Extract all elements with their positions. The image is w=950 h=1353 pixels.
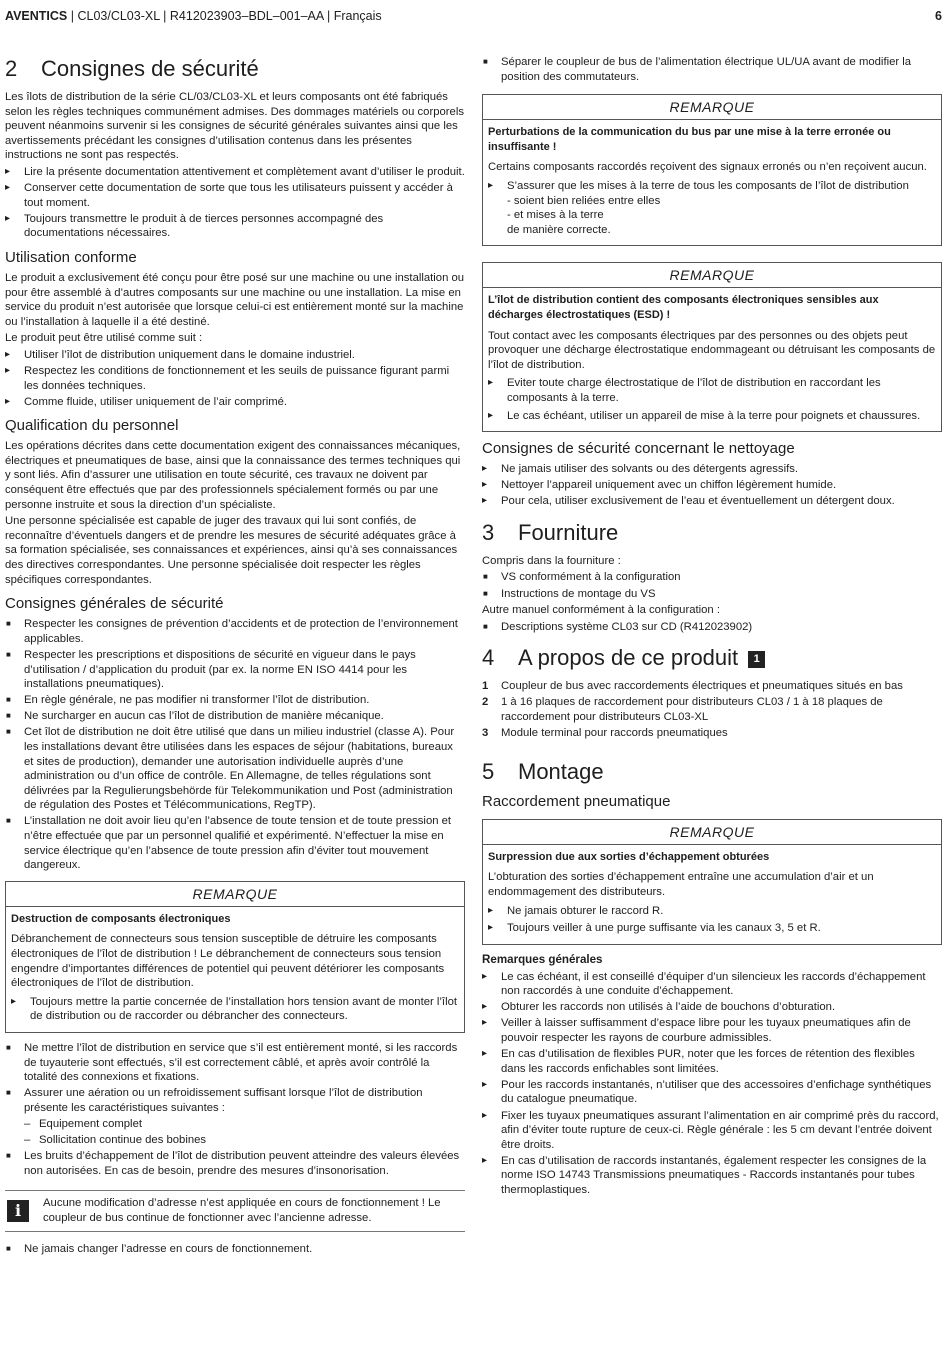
delivery-list <box>482 570 942 601</box>
delivery-lead: Compris dans la fourniture : <box>482 554 621 567</box>
notice-heading: Perturbations de la communication du bus par une mise à la terre erronée ou insuffisante ! <box>488 126 891 153</box>
list-item: ■ Ne jamais changer l’adresse en cours de fonctionnement. <box>5 1242 465 1257</box>
list-item: ■ Les bruits d’échappement de l’îlot de distribution peuvent atteindre des valeurs élevées non autorisées. En cas de besoin, prendre des mesures d’insonorisation. <box>5 1149 465 1178</box>
document-reference: | CL03/CL03-XL | R412023903–BDL–001–AA | Français <box>67 9 382 23</box>
cleaning-heading: Consignes de sécurité concernant le nettoyage <box>482 440 795 458</box>
notice-box-grounding <box>482 94 942 246</box>
instruction-item: ▸ Veiller à laisser suffisamment d’espace libre pour les tuyaux pneumatiques afin de pouvoir respecter les rayons de courbure admissibles. <box>482 1016 942 1045</box>
notice-text: Tout contact avec les composants électriques par des personnes ou des objets peut provoquer une décharge électrostatique endommageant ou détruisant les composants de l’îlot de distribution. <box>488 329 936 371</box>
intended-use-lead: Le produit peut être utilisé comme suit : <box>5 332 203 345</box>
section-4-heading: 4 A propos de ce produit 1 <box>482 645 942 671</box>
notice-title: REMARQUE <box>483 263 941 288</box>
general-safety-list-continued <box>5 1041 465 1178</box>
general-safety-list <box>5 617 465 873</box>
section-3-heading: 3 Fourniture <box>482 519 619 545</box>
sub-list-item: – Equipement complet <box>5 1117 465 1132</box>
page-number: 6 <box>935 9 942 23</box>
list-item: ■ Ne surcharger en aucun cas l’îlot de distribution de manière mécanique. <box>5 709 465 724</box>
general-remarks-heading: Remarques générales <box>482 952 603 966</box>
instruction-item: ▸ Comme fluide, utiliser uniquement de l’air comprimé. <box>5 395 465 410</box>
intended-use-text: Le produit a exclusivement été conçu pour être posé sur une machine ou une installation ou pour être assemblé à d’autres composants sur une machine ou une installation. La mise en service du produit n’est autorisée que lorsque celui-ci est entièrement monté sur la machine ou l’installation à laquelle il a été destiné. <box>5 271 465 328</box>
section-5-heading: 5 Montage <box>482 758 604 784</box>
notice-text: L’obturation des sorties d’échappement entraîne une accumulation d’air et un endommagement des distributeurs. <box>488 871 874 898</box>
switch-list <box>482 55 942 84</box>
list-item: ■ Cet îlot de distribution ne doit être utilisé que dans un milieu industriel (classe A). Pour les installations devant être utilisées dans les espaces de séjour (habitations, bureaux et sites de production), demander une autorisation individuelle auprès d’une administration ou d’un office de contrôle. En Allemagne, de telles régulations sont délivrées par la Regulierungsbehörde für Telekommunikation und Post (administration de régulation des Postes et Télécommunications, RegTP). <box>5 725 465 813</box>
personnel-text-1: Les opérations décrites dans cette documentation exigent des connaissances mécaniques, électriques et pneumatiques de base, ainsi que la connaissance des termes techniques qui y sont liés. Afin d’assurer une utilisation en toute sécurité, ces travaux ne doivent par conséquent être effectués que par des professionnels spécialement formés ou par une personne instruite et sous la direction d’un spécialiste. <box>5 440 461 511</box>
list-item: ■ Ne mettre l’îlot de distribution en service que s’il est entièrement monté, si les raccords de tuyauterie sont effectués, s’il est correctement câblé, et après avoir contrôlé la totalité des connexions et fixations. <box>5 1041 465 1085</box>
instruction-item: ▸ Le cas échéant, il est conseillé d’équiper d’un silencieux les raccords d’échappement non raccordés à une conduite d’échappement. <box>482 970 942 999</box>
instruction-item: ▸ Obturer les raccords non utilisés à l’aide de bouchons d’obturation. <box>482 1000 942 1015</box>
instruction-item: ▸ Toujours transmettre le produit à de tierces personnes accompagné des documentations nécessaires. <box>5 212 465 241</box>
notice-instruction: ▸ Toujours mettre la partie concernée de l’installation hors tension avant de monter l’îlot de distribution ou de raccorder ou débrancher des connecteurs. <box>11 995 459 1024</box>
numbered-item: 3 Module terminal pour raccords pneumatiques <box>482 727 728 740</box>
notice-box-esd <box>482 262 942 432</box>
list-item: ■ Séparer le coupleur de bus de l’alimentation électrique UL/UA avant de modifier la position des commutateurs. <box>482 55 942 84</box>
right-column <box>482 55 942 1200</box>
left-column <box>5 52 465 1258</box>
delivery-list-2 <box>482 620 942 635</box>
instruction-item: ▸ Lire la présente documentation attentivement et complètement avant d’utiliser le produit. <box>5 165 465 180</box>
info-note <box>5 1190 465 1231</box>
instruction-item: ▸ En cas d’utilisation de flexibles PUR, noter que les forces de rétention des flexibles dans les raccords enfichables sont limitées. <box>482 1047 942 1076</box>
list-item: ■ Descriptions système CL03 sur CD (R412023902) <box>482 620 942 635</box>
notice-heading: Destruction de composants électroniques <box>11 912 231 925</box>
instruction-item: ▸ Ne jamais utiliser des solvants ou des détergents agressifs. <box>482 462 942 477</box>
list-item: ■ Respecter les prescriptions et dispositions de sécurité en vigueur dans le pays d’utilisation / d’application du produit (par ex. la norme EN ISO 4414 pour les installations pneumatiques). <box>5 648 465 692</box>
product-parts-list <box>482 679 942 740</box>
notice-instruction: ▸ Toujours veiller à une purge suffisante via les canaux 3, 5 et R. <box>488 921 936 936</box>
list-item: ■ L’installation ne doit avoir lieu qu’en l’absence de toute tension et de toute pression et n’être effectuée que par un personnel qualifié et expérimenté. N’effectuer la mise en service électrique qu’en l’absence de toute pression afin d’éviter tout mouvement dangereux. <box>5 814 465 872</box>
general-safety-heading: Consignes générales de sécurité <box>5 595 224 613</box>
pneumatic-connection-heading: Raccordement pneumatique <box>482 792 671 810</box>
notice-box-electronics <box>5 881 465 1033</box>
instruction-item: ▸ En cas d’utilisation de raccords instantanés, également respecter les consignes de la norme ISO 14743 Transmissions pneumatiques - Raccords instantanés pour tubes thermoplastiques. <box>482 1154 942 1198</box>
page-header <box>5 8 942 26</box>
section-2-instructions <box>5 165 465 241</box>
instruction-item: ▸ Pour les raccords instantanés, n’utiliser que des accessoires d’enfichage synthétiques du catalogue pneumatique. <box>482 1078 942 1107</box>
instruction-item: ▸ Utiliser l’îlot de distribution uniquement dans le domaine industriel. <box>5 348 465 363</box>
notice-title: REMARQUE <box>483 95 941 120</box>
personnel-heading: Qualification du personnel <box>5 417 179 435</box>
general-remarks-list <box>482 970 942 1198</box>
instruction-item: ▸ Conserver cette documentation de sorte que tous les utilisateurs puissent y accéder à tout moment. <box>5 181 465 210</box>
list-item: ■ Assurer une aération ou un refroidissement suffisant lorsque l’îlot de distribution présente les caractéristiques suivantes : <box>5 1086 465 1115</box>
list-item: ■ En règle générale, ne pas modifier ni transformer l’îlot de distribution. <box>5 693 465 708</box>
list-item: ■ Respecter les consignes de prévention d’accidents et de protection de l’environnement applicables. <box>5 617 465 646</box>
sub-list-item: – Sollicitation continue des bobines <box>5 1133 465 1148</box>
figure-badge: 1 <box>748 651 765 668</box>
notice-instruction: ▸ Eviter toute charge électrostatique de l’îlot de distribution en raccordant les composants à la terre. <box>488 376 936 405</box>
cleaning-list <box>482 462 942 509</box>
brand-name: AVENTICS <box>5 9 68 23</box>
intended-use-list <box>5 348 465 409</box>
instruction-item: ▸ Pour cela, utiliser exclusivement de l’eau et éventuellement un détergent doux. <box>482 494 942 509</box>
instruction-item: ▸ Respectez les conditions de fonctionnement et les seuils de puissance figurant parmi les données techniques. <box>5 364 465 393</box>
delivery-lead-2: Autre manuel conformément à la configuration : <box>482 604 720 617</box>
notice-heading: Surpression due aux sorties d’échappement obturées <box>488 850 770 863</box>
notice-heading: L’îlot de distribution contient des composants électroniques sensibles aux décharges électrostatiques (ESD) ! <box>488 294 879 321</box>
notice-instruction: ▸ S’assurer que les mises à la terre de tous les composants de l’îlot de distribution - soient bien reliées entre elles - et mises à la terre de manière correcte. <box>488 179 936 237</box>
list-item: ■ Instructions de montage du VS <box>482 587 942 602</box>
personnel-text-2: Une personne spécialisée est capable de juger des travaux qui lui sont confiés, de reconnaître d’éventuels dangers et de prendre les mesures de sécurité adéquates grâce à sa formation spécialisée, ses connaissances et expériences, ainsi qu’à ses connaissances des directives correspondantes. Une personne spécialisée doit respecter les règles spécifiques correspondantes. <box>5 515 458 586</box>
info-text: Aucune modification d’adresse n’est appliquée en cours de fonctionnement ! Le coupleur de bus continue de fonctionner avec l’ancienne adresse. <box>43 1197 441 1224</box>
notice-text: Débranchement de connecteurs sous tension susceptible de détruire les composants électroniques de l’îlot de distribution ! Le débranchement de connecteurs sous tension engendre d’importantes différences de potentiel qui peuvent détériorer les composants électroniques de l’îlot de distribution. <box>11 933 445 990</box>
notice-instruction: ▸ Ne jamais obturer le raccord R. <box>488 904 936 919</box>
list-item: ■ VS conformément à la configuration <box>482 570 942 585</box>
intended-use-heading: Utilisation conforme <box>5 248 137 266</box>
notice-title: REMARQUE <box>6 882 464 907</box>
numbered-item: 2 1 à 16 plaques de raccordement pour distributeurs CL03 / 1 à 18 plaques de raccordement pour distributeurs CL03-XL <box>482 696 883 724</box>
section-2-heading: 2 Consignes de sécurité <box>5 56 259 81</box>
notice-title: REMARQUE <box>483 820 941 845</box>
notice-box-exhaust <box>482 819 942 945</box>
notice-text: Certains composants raccordés reçoivent des signaux erronés ou n’en reçoivent aucun. <box>488 161 927 174</box>
instruction-item: ▸ Fixer les tuyaux pneumatiques assurant l’alimentation en air comprimé près du raccord, afin d’éviter toute rupture de ceux-ci. Règle générale : les 5 cm devant l’entrée doivent être droits. <box>482 1109 942 1153</box>
section-2-intro: Les îlots de distribution de la série CL/03/CL03-XL et leurs composants ont été fabriqués selon les règles techniques communément admises. Des dommages matériels ou corporels peuvent néanmoins survenir si les consignes de sécurité générales suivantes ainsi que les avertissements précédant les consignes d’utilisation contenus dans les présentes instructions ne sont pas respectés. <box>5 91 464 162</box>
address-list <box>5 1242 465 1257</box>
info-icon: i <box>7 1200 29 1222</box>
numbered-item: 1 Coupleur de bus avec raccordements électriques et pneumatiques situés en bas <box>482 680 903 693</box>
notice-instruction: ▸ Le cas échéant, utiliser un appareil de mise à la terre pour poignets et chaussures. <box>488 409 936 424</box>
instruction-item: ▸ Nettoyer l’appareil uniquement avec un chiffon légèrement humide. <box>482 478 942 493</box>
